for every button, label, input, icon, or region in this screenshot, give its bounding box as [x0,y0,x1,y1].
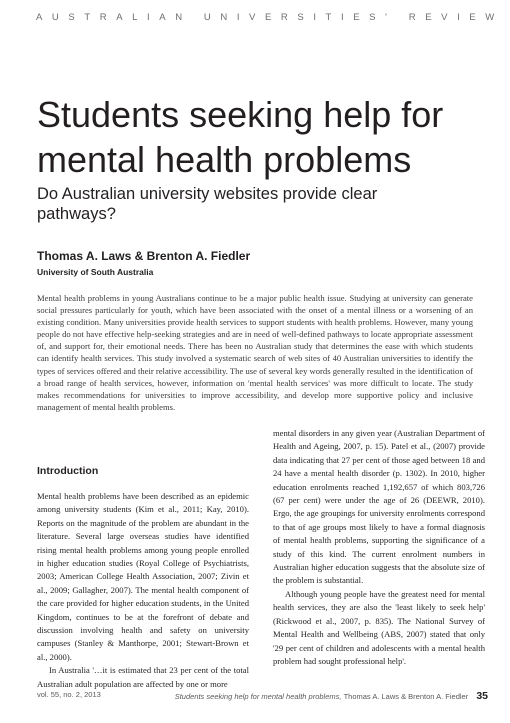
footer-running-authors: Thomas A. Laws & Brenton A. Fiedler [343,692,469,701]
body-column-right [273,427,485,668]
footer-issue: vol. 55, no. 2, 2013 [37,690,101,699]
article-subtitle: Do Australian university websites provide clear pathways? [37,185,378,223]
body-paragraph: mental disorders in any given year (Australian Department of Health and Ageing, 2007, p. 15). Patel et al., (2007) provide data indicating that 27 per cent of those aged between 18 and 24 have a mental health disorder (p. 1302). In 2010, higher education enrolments reached 1,192,657 of which 803,726 (67 per cent) were under the age of 26 (DEEWR, 2010). Ergo, the age groupings for university enrolments correspond to that of age groups most likely to have a formal diagnosis of mental health problems, supporting the significance of a study of this kind. The current enrolment numbers in Australian higher education suggests that the absolute size of the problem is substantial. [273,428,485,586]
body-paragraph: In Australia '…it is estimated that 23 per cent of the total Australian adult population are affected by one or more [37,665,249,689]
author-affiliation: University of South Australia [37,267,154,277]
journal-header: AUSTRALIAN UNIVERSITIES' REVIEW [36,12,504,23]
body-paragraph: Mental health problems have been described as an epidemic among university students (Kim et al., 2011; Kay, 2010). Reports on the magnitude of the problem are abundant in the literature. Several large overseas studies have identified rising mental health problems among young people enrolled in higher education studies (Royal College of Psychiatrists, 2003; American College Health Association, 2007; Zivin et al., 2009; Gallagher, 2007). The mental health component of the care provided for higher education students, in the United Kingdom, continues to be at the forefront of debate and discussion involving health and safety on university campuses (Stanley & Manthorpe, 2001; Stewart-Brown et al., 2000). [37,491,249,662]
footer-running-head [175,690,488,702]
page-number: 35 [476,690,488,702]
article-title: Students seeking help for mental health problems [37,94,444,180]
footer-running-title: Students seeking help for mental health problems, [174,692,342,701]
section-heading-introduction: Introduction [37,465,99,477]
abstract: Mental health problems in young Australians continue to be a major public health issue. Studying at university can generate social pressures particularly for youth, which have been associated with the onset of a mental illness or a worsening of an existing condition. Many universities provide health services to support students with health problems. However, many young people do not have effective help-seeking strategies and are in need of well-defined pathways to locate appropriate assessment of, and support for, their emotional needs. There has been no Australian study that determines the ease with which students can identify health services. This study involved a systematic search of web sites of 40 Australian universities to identify the types of services offered and their relative accessibility. The use of several key words generally resulted in the identification of a broad range of health services, however, information on 'mental health services' was more difficult to locate. The study makes recommendations for universities to improve accessibility, and develop more supportive policy and inclusive management of mental health problems. [37,293,473,412]
article-authors: Thomas A. Laws & Brenton A. Fiedler [37,249,251,263]
body-column-left [37,490,249,691]
body-paragraph: Although young people have the greatest need for mental health services, they are also the 'least likely to seek help' (Rickwood et al., 2007, p. 835). The National Survey of Mental Health and Wellbeing (ABS, 2007) stated that only '29 per cent of children and adolescents with a mental health problem had sought professional help'. [273,588,485,666]
